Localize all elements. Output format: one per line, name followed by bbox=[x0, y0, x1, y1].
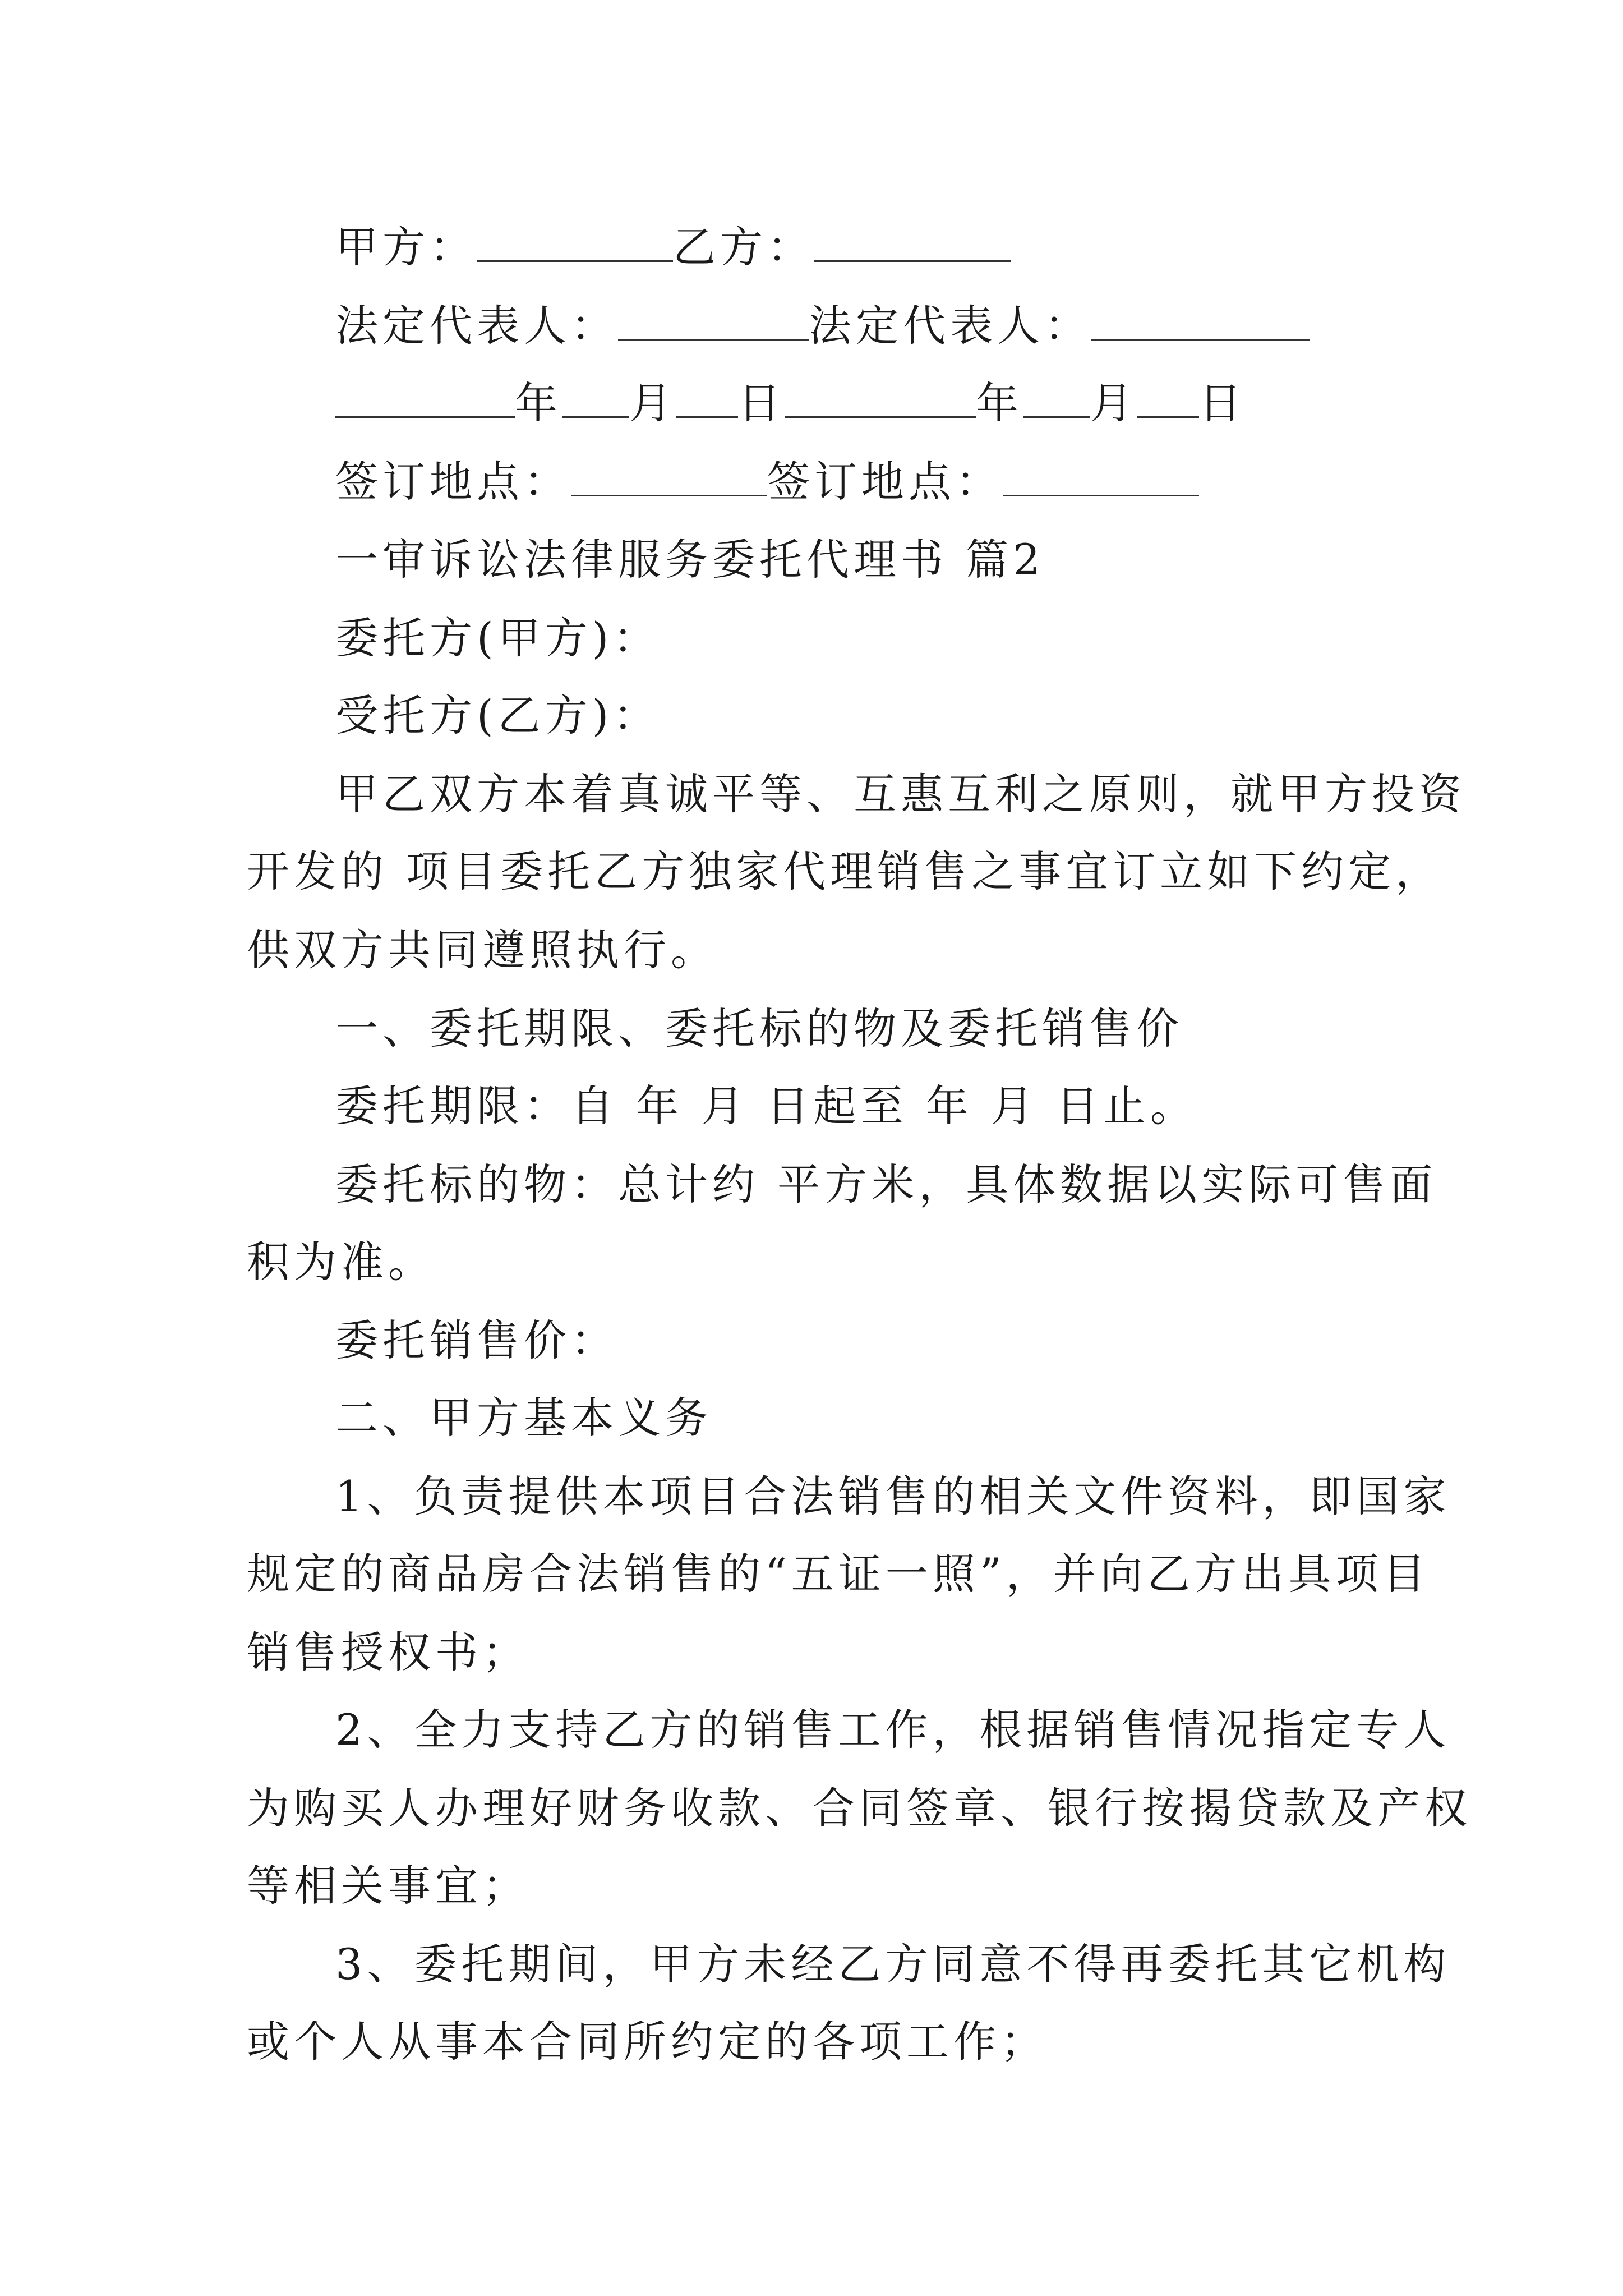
subject-line: 积为准。 bbox=[247, 1237, 435, 1287]
rep-label-a: 法定代表人： bbox=[335, 301, 618, 351]
party-line bbox=[0, 219, 1623, 275]
rep-b-blank bbox=[1091, 297, 1310, 341]
item-1-line: 1、负责提供本项目合法销售的相关文件资料，即国家 bbox=[335, 1471, 1451, 1521]
term-line: 委托期限：自 年 月 日起至 年 月 日止。 bbox=[335, 1081, 1197, 1131]
month-b-blank bbox=[1023, 375, 1090, 418]
day-a-blank bbox=[676, 375, 738, 418]
date-line bbox=[0, 375, 1623, 431]
intro-line: 开发的 项目委托乙方独家代理销售之事宜订立如下约定， bbox=[247, 846, 1443, 896]
price-line: 委托销售价： bbox=[335, 1315, 618, 1365]
item-3-line: 或个人从事本合同所约定的各项工作； bbox=[247, 2017, 1048, 2067]
item-2-line: 2、全力支持乙方的销售工作，根据销售情况指定专人 bbox=[335, 1705, 1451, 1755]
party-a-blank bbox=[477, 219, 673, 262]
item-2-line: 等相关事宜； bbox=[247, 1861, 529, 1911]
agent-line: 受托方(乙方)： bbox=[335, 691, 661, 740]
rep-label-b: 法定代表人： bbox=[809, 301, 1091, 351]
representative-line bbox=[0, 297, 1623, 353]
place-a-blank bbox=[571, 453, 767, 496]
party-b-label: 乙方： bbox=[673, 222, 814, 272]
year-b: 年 bbox=[976, 378, 1023, 428]
month-a: 月 bbox=[629, 378, 676, 428]
place-b-blank bbox=[1003, 453, 1199, 496]
place-line bbox=[0, 453, 1623, 509]
item-1-line: 规定的商品房合法销售的“五证一照”，并向乙方出具项目 bbox=[247, 1549, 1430, 1599]
intro-line: 供双方共同遵照执行。 bbox=[247, 925, 718, 975]
party-b-blank bbox=[814, 219, 1011, 262]
heading-2: 二、甲方基本义务 bbox=[335, 1393, 712, 1443]
year-b-blank bbox=[785, 375, 976, 418]
intro-line: 甲乙双方本着真诚平等、互惠互利之原则，就甲方投资 bbox=[335, 769, 1466, 819]
month-b: 月 bbox=[1090, 378, 1137, 428]
section-title: 一审诉讼法律服务委托代理书 篇2 bbox=[335, 535, 1045, 585]
day-b-blank bbox=[1137, 375, 1199, 418]
rep-a-blank bbox=[618, 297, 809, 341]
place-label-b: 签订地点： bbox=[767, 457, 1003, 507]
place-label-a: 签订地点： bbox=[335, 457, 571, 507]
year-a: 年 bbox=[515, 378, 562, 428]
item-1-line: 销售授权书； bbox=[247, 1627, 529, 1677]
month-a-blank bbox=[562, 375, 629, 418]
day-b: 日 bbox=[1199, 378, 1246, 428]
client-line: 委托方(甲方)： bbox=[335, 613, 661, 663]
day-a: 日 bbox=[738, 378, 785, 428]
heading-1: 一、委托期限、委托标的物及委托销售价 bbox=[335, 1004, 1183, 1053]
party-a-label: 甲方： bbox=[335, 222, 477, 272]
item-2-line: 为购买人办理好财务收款、合同签章、银行按揭贷款及产权 bbox=[247, 1783, 1472, 1833]
subject-line: 委托标的物：总计约 平方米，具体数据以实际可售面 bbox=[335, 1159, 1437, 1209]
year-a-blank bbox=[335, 375, 515, 418]
item-3-line: 3、委托期间，甲方未经乙方同意不得再委托其它机构 bbox=[335, 1939, 1451, 1989]
